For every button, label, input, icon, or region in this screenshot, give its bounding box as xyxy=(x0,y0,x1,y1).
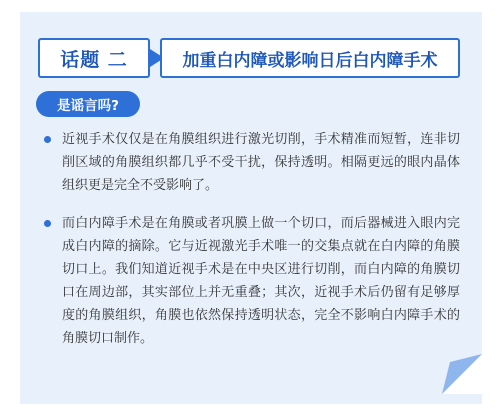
topic-number-tag: 话题 二 xyxy=(38,38,150,78)
paragraph-2: 而白内障手术是在角膜或者巩膜上做一个切口，而后器械进入眼内完成白内障的摘除。它与近视激光手术唯一的交集点就在白内障的角膜切口上。我们知道近视手术是在中央区进行切削，而白内障的角膜切口在周边部，其实部位上并无重叠；其次，近视手术后仍留有足够厚度的角膜组织，角膜也依然保持透明状态，完全不影响白内障手术的角膜切口制作。 xyxy=(62,216,460,346)
bullet-dot xyxy=(44,220,51,227)
paragraph-1: 近视手术仅仅是在角膜组织进行激光切削，手术精准而短暂，连非切削区域的角膜组织都几乎不受干扰，保持透明。相隔更远的眼内晶体组织更是完全不受影响了。 xyxy=(62,132,460,193)
topic-title: 加重白内障或影响日后白内障手术 xyxy=(160,38,460,78)
myth-question-pill: 是谣言吗? xyxy=(36,91,140,117)
bullet-dot xyxy=(44,136,51,143)
page-fold-corner xyxy=(442,354,482,394)
